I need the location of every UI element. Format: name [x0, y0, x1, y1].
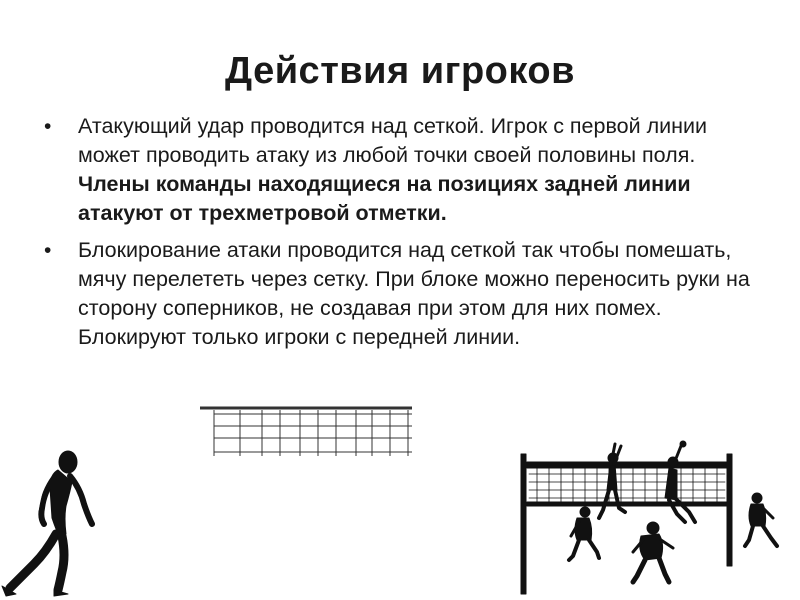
slide-title: Действия игроков — [225, 50, 575, 92]
volleyball-player-serving-icon — [0, 448, 110, 598]
attack-text: Атакующий удар проводится над сеткой. Игрок с первой линии может проводить атаку из любой точки своей половины поля. — [78, 114, 708, 167]
bullet-dot-icon: • — [44, 115, 52, 138]
volleyball-court-scene-icon — [515, 440, 790, 600]
bullet-list — [44, 112, 764, 360]
volleyball-net-sketch-icon — [200, 404, 415, 462]
attack-text-bold: Члены команды находящиеся на позициях задней линии атакуют от трехметровой отметки. — [78, 172, 691, 225]
block-text: Блокирование атаки проводится над сеткой так чтобы помешать, мячу перелететь через сетку. При блоке можно переносить руки на сторону соперников, не создавая при этом для них помех. Блокируют только игроки с передней линии. — [78, 238, 750, 349]
bullet-item-attack — [44, 112, 764, 228]
bullet-dot-icon: • — [44, 239, 52, 262]
bullet-item-block — [44, 236, 764, 352]
